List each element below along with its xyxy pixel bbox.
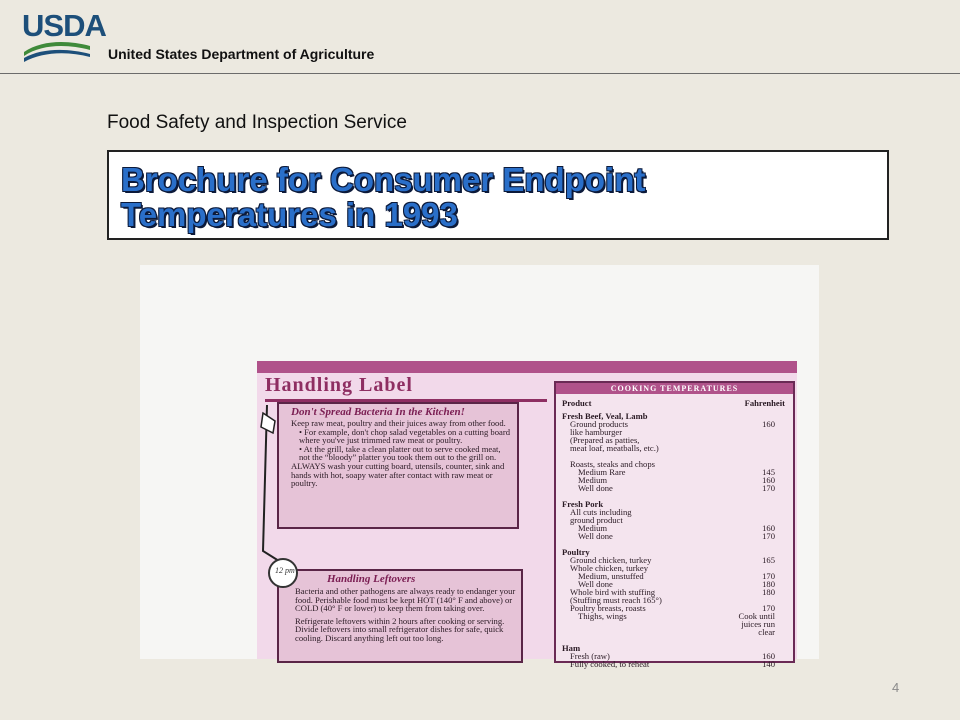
- card-bullet: • For example, don't chop salad vegetables on a cutting board where you've just trimmed raw meat or poultry.: [299, 426, 510, 446]
- card-text: Keep raw meat, poultry and their juices away from other food.: [291, 418, 506, 428]
- agency-name: United States Department of Agriculture: [108, 46, 375, 62]
- product-cell: Well done: [578, 483, 613, 493]
- brochure-page: [257, 361, 797, 669]
- product-cell: Well done: [578, 579, 613, 589]
- page-number: 4: [892, 680, 900, 695]
- product-cell: Whole bird with stuffing: [570, 587, 656, 597]
- bacteria-card: [277, 402, 519, 529]
- card-heading: Handling Leftovers: [327, 573, 416, 585]
- slide-header: [0, 0, 960, 74]
- product-cell: Well done: [578, 531, 613, 541]
- product-cell: Roasts, steaks and chops: [570, 459, 655, 469]
- product-cell: (Prepared as patties,: [570, 435, 640, 445]
- title-box: [107, 150, 889, 240]
- card-text: ALWAYS wash your cutting board, utensils, counter, sink and hands with hot, soapy water after contact with raw meat or poultry.: [291, 460, 505, 489]
- product-cell: ground product: [570, 515, 623, 525]
- product-cell: Whole chicken, turkey: [570, 563, 649, 573]
- table-title: COOKING TEMPERATURES: [556, 383, 793, 394]
- clock-label: 12 pm: [275, 566, 295, 575]
- product-cell: All cuts including: [570, 507, 632, 517]
- header-divider: [0, 73, 960, 74]
- product-cell: Poultry: [562, 547, 590, 557]
- card-heading: Don't Spread Bacteria In the Kitchen!: [291, 406, 465, 418]
- product-cell: Fully cooked, to reheat: [570, 659, 650, 669]
- usda-logo-text: USDA: [22, 8, 106, 43]
- product-cell: Medium: [578, 475, 608, 485]
- temperature-cell: 170: [762, 483, 775, 493]
- temperature-cell: 145: [762, 467, 775, 477]
- temperature-cell: 140: [762, 659, 775, 669]
- card-text: Bacteria and other pathogens are always ready to endanger your food. Perishable food must be kept HOT (140° F and above) or COLD (40° F or lower) to keep them from taking over.: [295, 586, 516, 614]
- leftovers-card: [277, 569, 523, 663]
- product-cell: Fresh Beef, Veal, Lamb: [562, 411, 648, 421]
- temperature-cell: clear: [758, 627, 775, 637]
- product-cell: Thighs, wings: [578, 611, 627, 621]
- product-cell: (Stuffing must reach 165°): [570, 595, 662, 605]
- temperature-cell: 180: [762, 579, 775, 589]
- product-cell: Poultry breasts, roasts: [570, 603, 646, 613]
- temperature-cell: 170: [762, 603, 775, 613]
- column-header-temp: Fahrenheit: [744, 398, 785, 408]
- handling-label-heading: Handling Label: [265, 374, 413, 396]
- temperature-cell: 165: [762, 555, 775, 565]
- temperature-cell: Cook until: [738, 611, 775, 621]
- product-cell: meat loaf, meatballs, etc.): [570, 443, 659, 453]
- product-cell: Ground products: [570, 419, 628, 429]
- card-bullet: • At the grill, take a clean platter out to serve cooked meat, not the “bloody” platter you took them out to the grill on.: [299, 443, 501, 463]
- temperature-cell: 160: [762, 475, 775, 485]
- column-header-product: Product: [562, 398, 592, 408]
- temperature-cell: 170: [762, 531, 775, 541]
- product-cell: Fresh (raw): [570, 651, 610, 661]
- product-cell: Medium: [578, 523, 608, 533]
- slide-title: Brochure for Consumer Endpoint Temperatures in 1993: [121, 161, 646, 233]
- temperature-cell: 170: [762, 571, 775, 581]
- temperature-cell: 160: [762, 523, 775, 533]
- product-cell: Medium Rare: [578, 467, 626, 477]
- product-cell: like hamburger: [570, 427, 623, 437]
- temperature-cell: 160: [762, 651, 775, 661]
- temperature-cell: 160: [762, 419, 775, 429]
- cooking-temperatures-table: [554, 381, 795, 669]
- clock-icon: [268, 558, 298, 588]
- product-cell: Fresh Pork: [562, 499, 604, 509]
- temperature-cell: 180: [762, 587, 775, 597]
- brochure-image: [140, 265, 819, 669]
- temperature-cell: juices run: [741, 619, 775, 629]
- card-text: Refrigerate leftovers within 2 hours after cooking or serving. Divide leftovers into small refrigerator dishes for safe, quick cooling. Discard anything left out too long.: [295, 615, 505, 643]
- product-cell: Medium, unstuffed: [578, 571, 644, 581]
- service-subtitle: Food Safety and Inspection Service: [107, 112, 407, 133]
- product-cell: Ground chicken, turkey: [570, 555, 652, 565]
- product-cell: Ham: [562, 643, 581, 653]
